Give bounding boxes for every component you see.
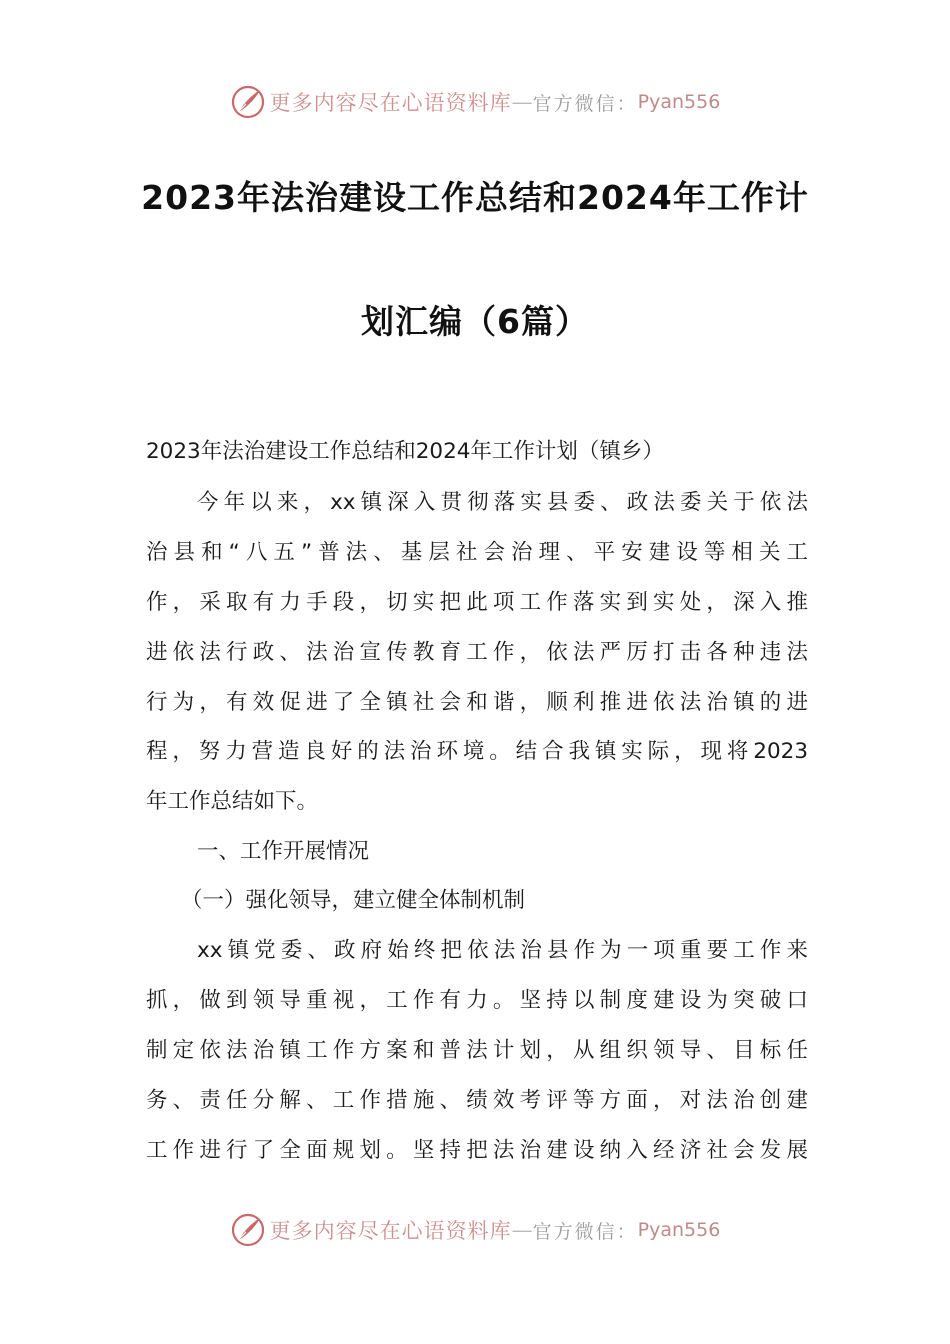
paragraph-line: 治县和“八五”普法、基层社会治理、平安建设等相关工 — [146, 540, 808, 565]
watermark-dash: — — [511, 1218, 533, 1242]
paragraph-line: 进依法行政、法治宣传教育工作，依法严厉打击各种违法 — [146, 640, 808, 665]
document-title-line-2: 划汇编（6篇） — [361, 302, 589, 341]
paragraph-line: 行为，有效促进了全镇社会和谐，顺利推进依法治镇的进 — [146, 690, 808, 715]
paragraph-line: 务、责任分解、工作措施、绩效考评等方面，对法治创建 — [146, 1088, 808, 1113]
watermark-brand-text: 更多内容尽在心语资料库 — [269, 91, 512, 115]
document-title-line-1: 2023年法治建设工作总结和2024年工作计 — [141, 178, 809, 217]
paragraph-line: 工作进行了全面规划。坚持把法治建设纳入经济社会发展 — [146, 1138, 808, 1163]
quill-logo-icon — [230, 84, 266, 120]
watermark-wechat-id: Pyan556 — [637, 1219, 721, 1241]
paragraph-line: 作，采取有力手段，切实把此项工作落实到实处，深入推 — [146, 590, 808, 615]
bottom-watermark-banner — [0, 1208, 950, 1252]
paragraph-line: 程，努力营造良好的法治环境。结合我镇实际，现将2023 — [146, 739, 808, 764]
watermark-label: 官方微信： — [532, 92, 638, 115]
quill-logo-icon — [230, 1212, 266, 1248]
paragraph-line: 制定依法治镇工作方案和普法计划，从组织领导、目标任 — [146, 1038, 808, 1063]
top-watermark-banner — [0, 80, 950, 124]
watermark-dash: — — [511, 90, 533, 114]
subsection-heading: （一）强化领导，建立健全体制机制 — [181, 888, 526, 913]
paragraph-line: 年工作总结如下。 — [146, 789, 319, 814]
watermark-wechat-id: Pyan556 — [637, 91, 721, 113]
section-subtitle: 2023年法治建设工作总结和2024年工作计划（镇乡） — [146, 439, 664, 464]
watermark-label: 官方微信： — [532, 1220, 638, 1243]
paragraph-line: xx镇党委、政府始终把依法治县作为一项重要工作来 — [197, 938, 808, 963]
paragraph-line: 今年以来，xx镇深入贯彻落实县委、政法委关于依法 — [197, 490, 808, 515]
paragraph-line: 抓，做到领导重视，工作有力。坚持以制度建设为突破口 — [146, 988, 808, 1013]
section-heading: 一、工作开展情况 — [197, 839, 370, 864]
watermark-brand-text: 更多内容尽在心语资料库 — [269, 1219, 512, 1243]
